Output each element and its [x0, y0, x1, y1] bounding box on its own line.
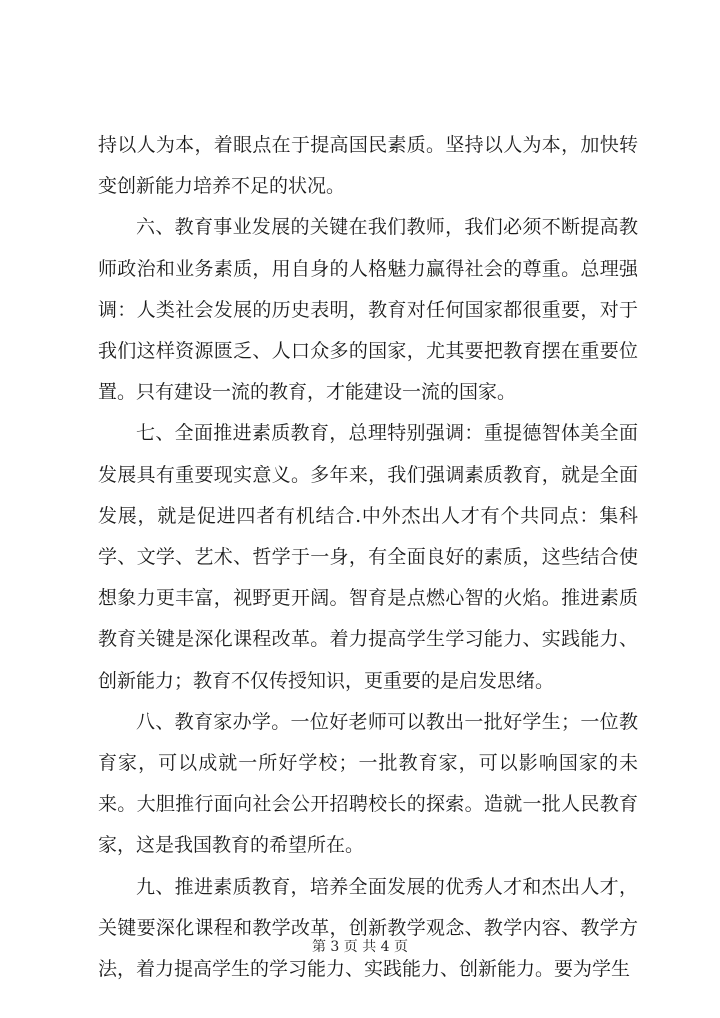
- paragraph-nine: 九、推进素质教育，培养全面发展的优秀人才和杰出人才，关键要深化课程和教学改革，创新教学观念、教学内容、教学方法，着力提高学生的学习能力、实践能力、创新能力。要为学生: [98, 875, 638, 981]
- page-number-footer: 第 3 页 共 4 页: [311, 939, 409, 955]
- paragraph-seven: 七、全面推进素质教育，总理特别强调：重提德智体美全面发展具有重要现实意义。多年来，我们强调素质教育，就是全面发展，就是促进四者有机结合.中外杰出人才有个共同点：集科学、文学、艺术、哲学于一身，有全面良好的素质，这些结合使想象力更丰富，视野更开阔。智育是点燃心智的火焰。推进素质教育关键是深化课程改革。着力提高学生学习能力、实践能力、创新能力；教育不仅传授知识，更重要的是启发思绪。: [98, 422, 638, 692]
- paragraph-six: 六、教育事业发展的关键在我们教师，我们必须不断提高教师政治和业务素质，用自身的人格魅力赢得社会的尊重。总理强调：人类社会发展的历史表明，教育对任何国家都很重要，对于我们这样资源匮乏、人口众多的国家，尤其要把教育摆在重要位置。只有建设一流的教育，才能建设一流的国家。: [98, 216, 638, 404]
- paragraph-eight: 八、教育家办学。一位好老师可以教出一批好学生；一位教育家，可以成就一所好学校；一批教育家，可以影响国家的未来。大胆推行面向社会公开招聘校长的探索。造就一批人民教育家，这是我国教育的希望所在。: [98, 710, 638, 857]
- paragraph-continuation: 持以人为本，着眼点在于提高国民素质。坚持以人为本，加快转变创新能力培养不足的状况。: [98, 134, 638, 198]
- document-body: [98, 125, 638, 990]
